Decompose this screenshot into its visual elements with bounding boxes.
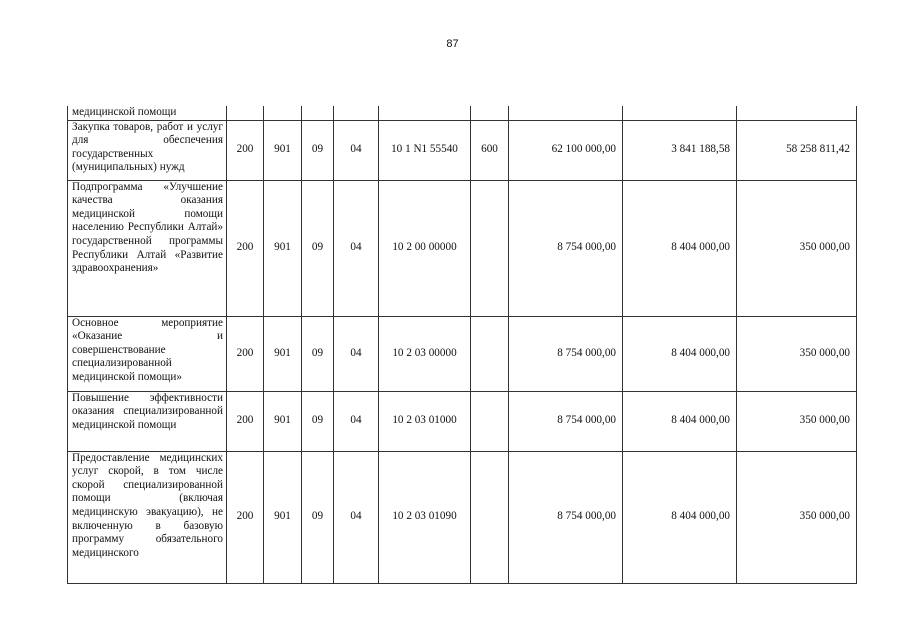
- row-article-cell: 04: [334, 391, 379, 451]
- row-name-cell: Основное мероприятие «Оказание и совершенствование специализированной медицинской помощи»: [68, 316, 227, 391]
- row-type-cell: [471, 106, 509, 120]
- row-name-cell: Повышение эффективности оказания специализированной медицинской помощи: [68, 391, 227, 451]
- row-article-cell: 04: [334, 451, 379, 583]
- row-section-cell: 901: [264, 391, 302, 451]
- budget-table: [67, 106, 857, 584]
- row-subsection-cell: 09: [302, 316, 334, 391]
- row-subsection-cell: 09: [302, 180, 334, 316]
- row-subsection-cell: 09: [302, 391, 334, 451]
- row-amount1-cell: [509, 106, 623, 120]
- table-row: [68, 316, 857, 391]
- table-row: [68, 180, 857, 316]
- row-code-cell: 200: [227, 120, 264, 180]
- row-type-cell: 600: [471, 120, 509, 180]
- row-section-cell: 901: [264, 316, 302, 391]
- row-article-cell: 04: [334, 316, 379, 391]
- row-name-cell: Подпрограмма «Улучшение качества оказания медицинской помощи населению Республики Алтай» государственной программы Республики Алтай «Развитие здравоохранения»: [68, 180, 227, 316]
- row-amount2-cell: 8 404 000,00: [623, 391, 737, 451]
- row-amount1-cell: 8 754 000,00: [509, 180, 623, 316]
- row-code-cell: 200: [227, 451, 264, 583]
- row-section-cell: [264, 106, 302, 120]
- row-type-cell: [471, 180, 509, 316]
- row-amount2-cell: 8 404 000,00: [623, 451, 737, 583]
- row-amount3-cell: 350 000,00: [737, 391, 857, 451]
- row-code-cell: 200: [227, 316, 264, 391]
- table-row: [68, 391, 857, 451]
- row-type-cell: [471, 391, 509, 451]
- row-code-cell: 200: [227, 391, 264, 451]
- row-section-cell: 901: [264, 120, 302, 180]
- row-amount3-cell: 350 000,00: [737, 316, 857, 391]
- row-section-cell: 901: [264, 180, 302, 316]
- row-target-cell: 10 2 03 00000: [379, 316, 471, 391]
- table-row: [68, 106, 857, 120]
- row-subsection-cell: 09: [302, 120, 334, 180]
- table-row: [68, 451, 857, 583]
- row-amount1-cell: 8 754 000,00: [509, 391, 623, 451]
- page-number: 87: [446, 38, 459, 50]
- row-article-cell: [334, 106, 379, 120]
- row-code-cell: [227, 106, 264, 120]
- row-amount2-cell: [623, 106, 737, 120]
- row-article-cell: 04: [334, 180, 379, 316]
- row-article-cell: 04: [334, 120, 379, 180]
- row-amount1-cell: 8 754 000,00: [509, 316, 623, 391]
- row-type-cell: [471, 451, 509, 583]
- row-subsection-cell: [302, 106, 334, 120]
- row-amount3-cell: 58 258 811,42: [737, 120, 857, 180]
- row-name-cell: медицинской помощи: [68, 106, 227, 120]
- row-amount3-cell: 350 000,00: [737, 451, 857, 583]
- row-amount2-cell: 8 404 000,00: [623, 316, 737, 391]
- row-name-cell: Предоставление медицинских услуг скорой, в том числе скорой специализированной помощи (включая медицинскую эвакуацию), не включенную в базовую программу обязательного медицинского: [68, 451, 227, 583]
- row-target-cell: 10 2 03 01090: [379, 451, 471, 583]
- row-target-cell: [379, 106, 471, 120]
- row-amount3-cell: 350 000,00: [737, 180, 857, 316]
- row-target-cell: 10 2 03 01000: [379, 391, 471, 451]
- row-name-cell: Закупка товаров, работ и услуг для обеспечения государственных (муниципальных) нужд: [68, 120, 227, 180]
- row-target-cell: 10 1 N1 55540: [379, 120, 471, 180]
- table-row: [68, 120, 857, 180]
- row-amount1-cell: 62 100 000,00: [509, 120, 623, 180]
- row-type-cell: [471, 316, 509, 391]
- row-amount2-cell: 3 841 188,58: [623, 120, 737, 180]
- row-target-cell: 10 2 00 00000: [379, 180, 471, 316]
- row-code-cell: 200: [227, 180, 264, 316]
- row-amount3-cell: [737, 106, 857, 120]
- row-amount1-cell: 8 754 000,00: [509, 451, 623, 583]
- row-subsection-cell: 09: [302, 451, 334, 583]
- row-section-cell: 901: [264, 451, 302, 583]
- row-amount2-cell: 8 404 000,00: [623, 180, 737, 316]
